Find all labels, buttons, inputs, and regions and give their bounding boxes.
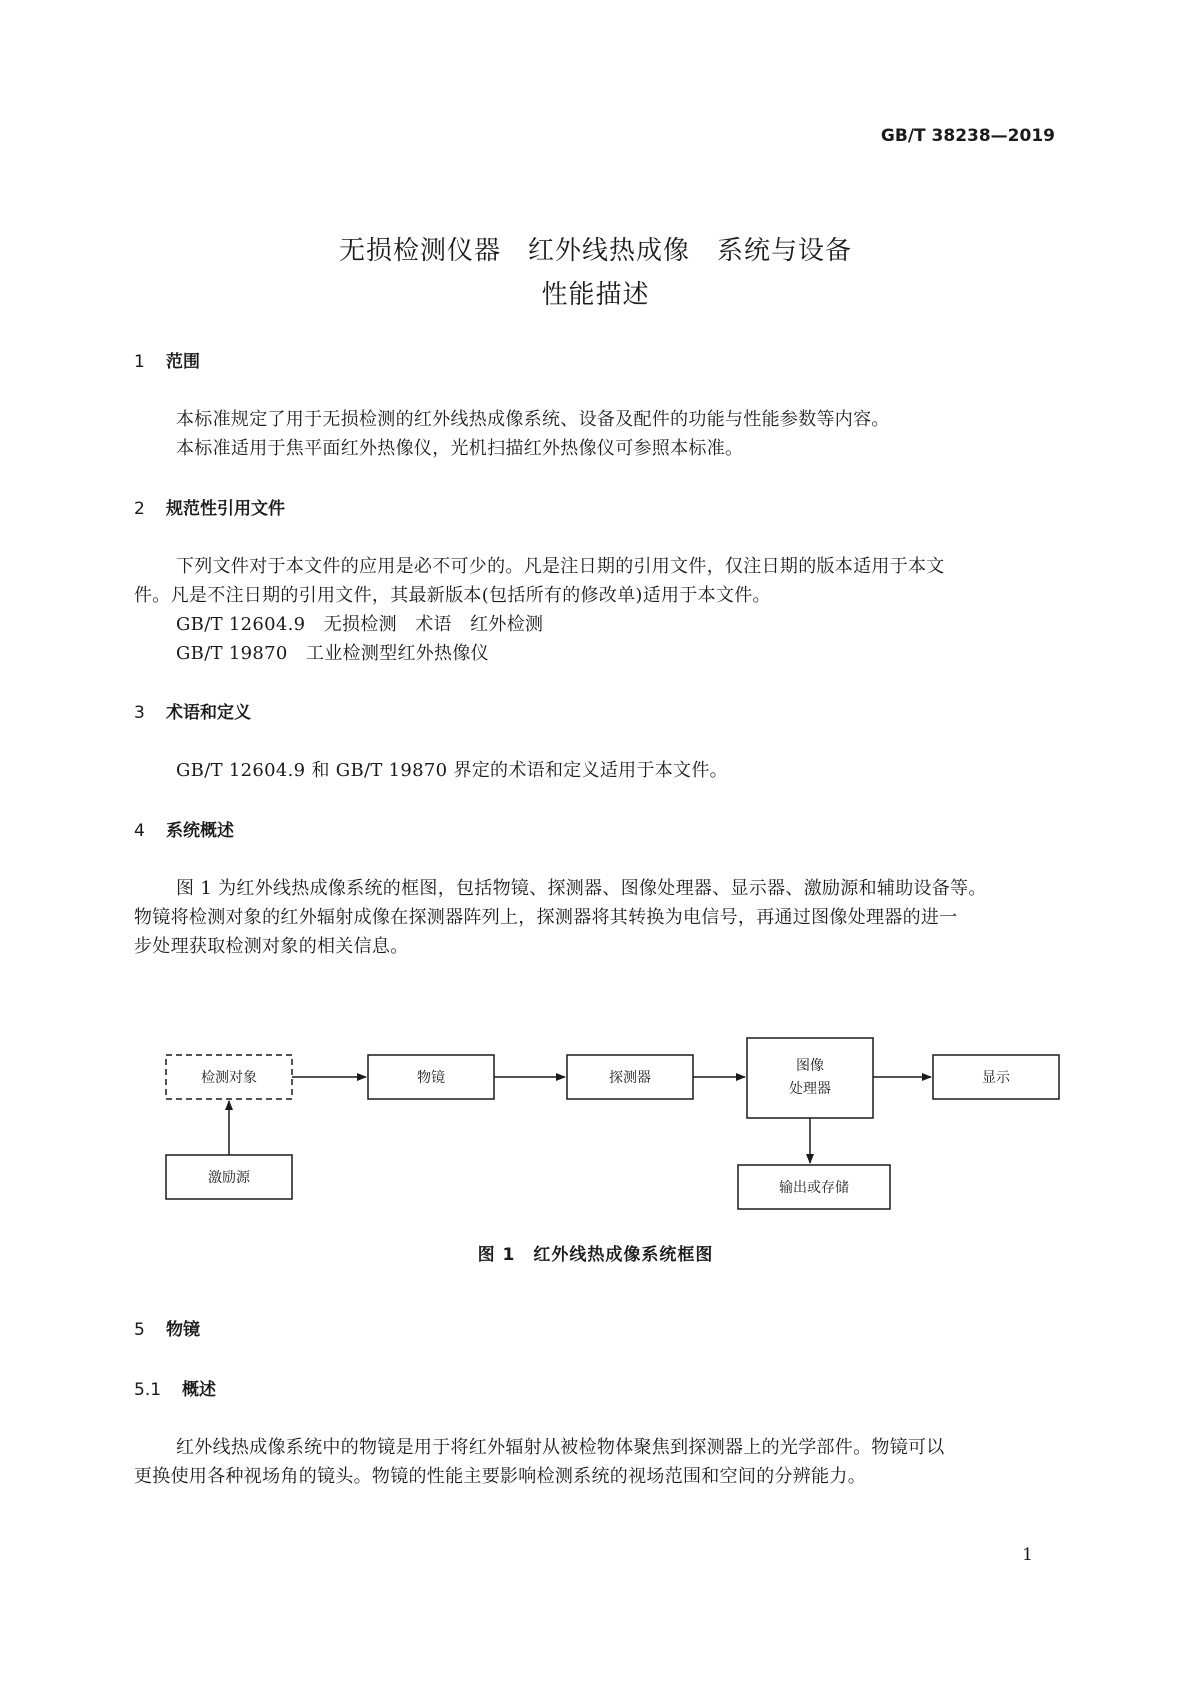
paragraph: 件。凡是不注日期的引用文件，其最新版本(包括所有的修改单)适用于本文件。 (134, 585, 771, 606)
paragraph: 红外线热成像系统中的物镜是用于将红外辐射从被检物体聚焦到探测器上的光学部件。物镜可以 (176, 1437, 945, 1458)
section-4-heading (134, 816, 234, 841)
section-title: 物镜 (166, 1320, 200, 1340)
detector-label: 探测器 (609, 1070, 651, 1086)
section-title: 规范性引用文件 (166, 499, 285, 519)
section-number: 4 (134, 821, 145, 841)
display-label: 显示 (982, 1070, 1010, 1086)
reference-item: GB/T 12604.9 无损检测 术语 红外检测 (176, 614, 544, 635)
excitation-label: 激励源 (208, 1170, 250, 1186)
document-title-line-1: 无损检测仪器 红外线热成像 系统与设备 (338, 236, 852, 266)
section-title: 系统概述 (166, 821, 234, 841)
paragraph: 下列文件对于本文件的应用是必不可少的。凡是注日期的引用文件，仅注日期的版本适用于本文 (176, 556, 945, 577)
paragraph: 本标准适用于焦平面红外热像仪，光机扫描红外热像仪可参照本标准。 (176, 438, 744, 459)
processor-label-line-2: 处理器 (789, 1081, 831, 1097)
standard-code: GB/T 38238—2019 (880, 126, 1055, 146)
block-diagram (0, 1030, 1191, 1230)
section-number: 1 (134, 352, 145, 372)
page-number: 1 (1022, 1545, 1033, 1565)
output-label: 输出或存储 (779, 1180, 849, 1196)
lens-label: 物镜 (417, 1070, 445, 1086)
paragraph: 物镜将检测对象的红外辐射成像在探测器阵列上，探测器将其转换为电信号，再通过图像处理器的进一 (134, 907, 958, 928)
section-3-heading (134, 698, 251, 723)
processor-label-line-1: 图像 (796, 1058, 824, 1074)
paragraph: GB/T 12604.9 和 GB/T 19870 界定的术语和定义适用于本文件。 (176, 760, 728, 781)
section-number: 2 (134, 499, 145, 519)
section-number: 5.1 (134, 1380, 162, 1400)
section-number: 3 (134, 703, 145, 723)
paragraph: 更换使用各种视场角的镜头。物镜的性能主要影响检测系统的视场范围和空间的分辨能力。 (134, 1466, 866, 1487)
document-title-line-2: 性能描述 (541, 280, 650, 310)
processor-box (747, 1038, 873, 1118)
section-title: 术语和定义 (166, 703, 251, 723)
object-label: 检测对象 (201, 1070, 257, 1086)
section-number: 5 (134, 1320, 145, 1340)
section-title: 范围 (166, 352, 200, 372)
paragraph: 图 1 为红外线热成像系统的框图，包括物镜、探测器、图像处理器、显示器、激励源和辅助设备等。 (176, 878, 987, 899)
paragraph: 步处理获取检测对象的相关信息。 (134, 936, 409, 957)
section-2-heading (134, 494, 285, 519)
section-title: 概述 (182, 1380, 216, 1400)
paragraph: 本标准规定了用于无损检测的红外线热成像系统、设备及配件的功能与性能参数等内容。 (176, 409, 890, 430)
section-5-heading (134, 1315, 200, 1340)
section-5-1-heading (134, 1375, 216, 1400)
section-1-heading (134, 347, 200, 372)
figure-caption: 图 1 红外线热成像系统框图 (477, 1245, 714, 1265)
reference-item: GB/T 19870 工业检测型红外热像仪 (176, 643, 489, 664)
